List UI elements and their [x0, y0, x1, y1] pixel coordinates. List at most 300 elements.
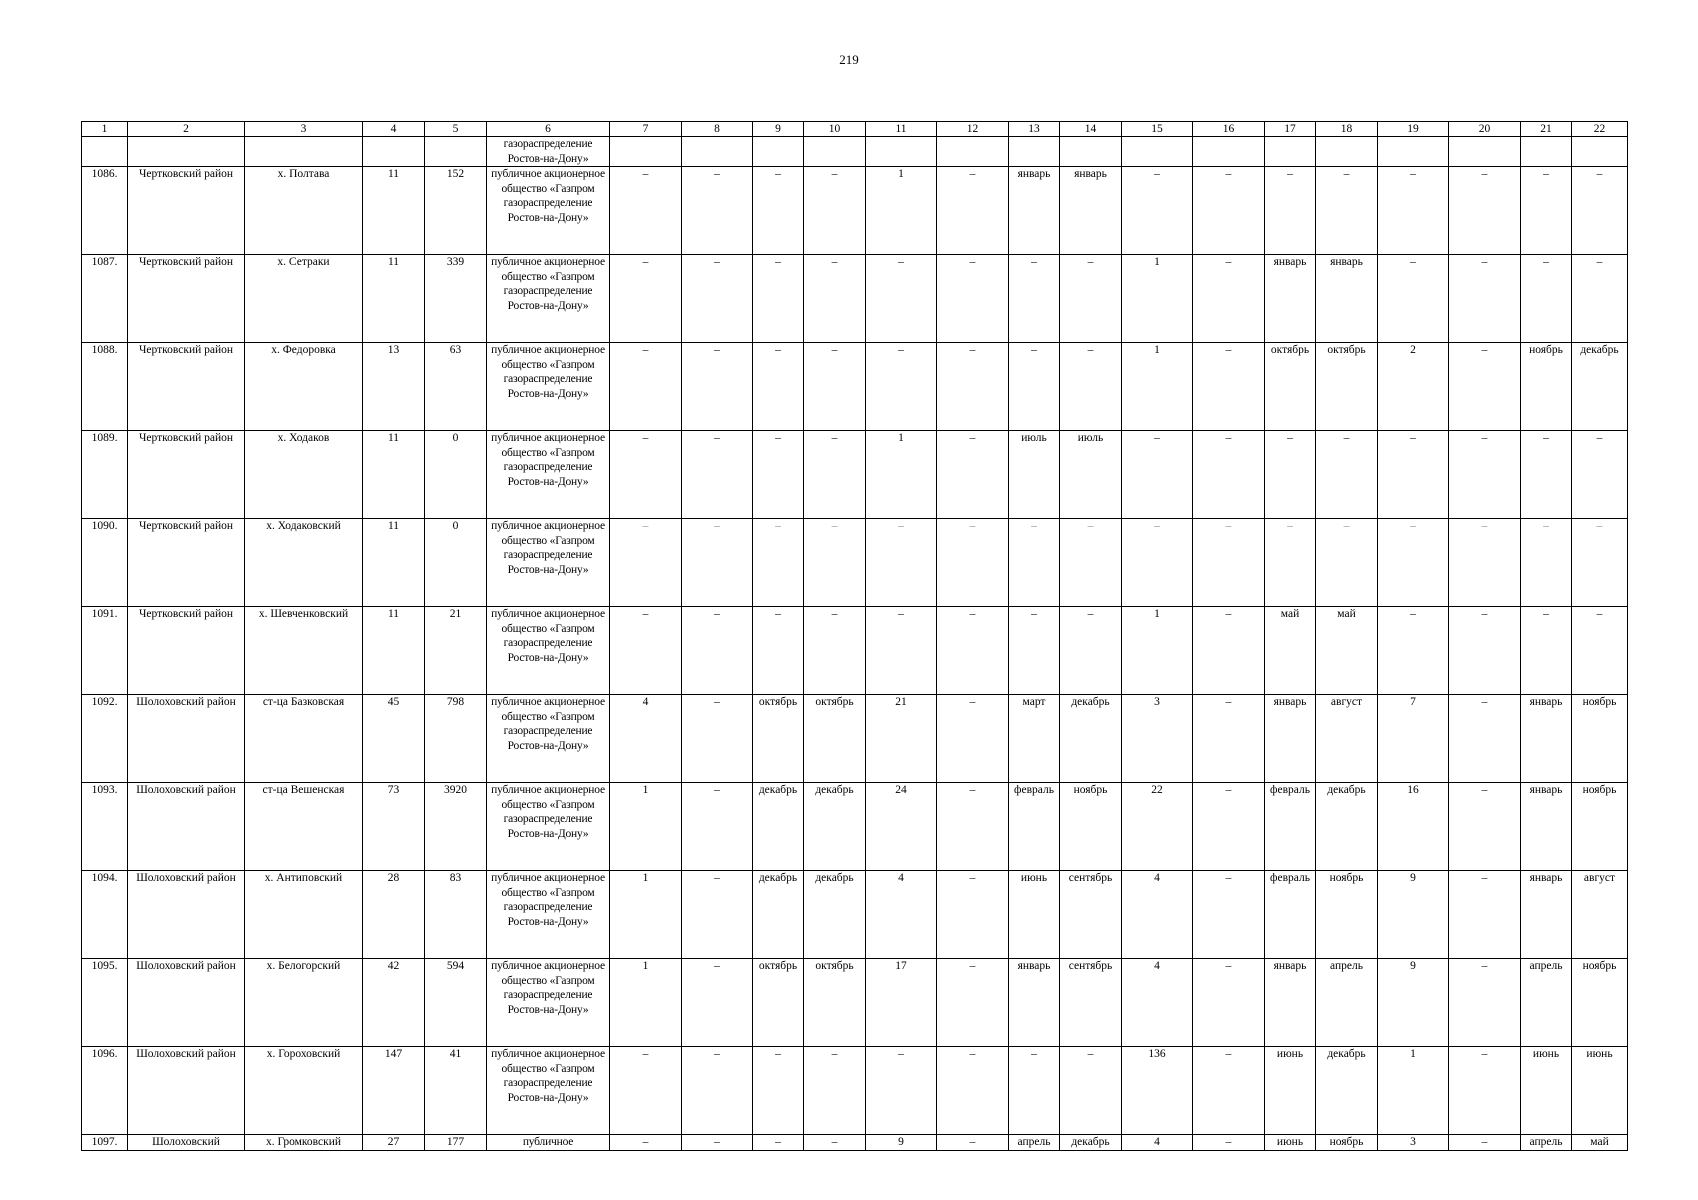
cell-col-18: [1316, 137, 1378, 167]
cell-col-4: 147: [363, 1047, 425, 1135]
table-row: [82, 255, 1628, 343]
cell-col-16: –: [1193, 871, 1265, 959]
cell-col-12: –: [937, 1047, 1009, 1135]
cell-col-18: апрель: [1316, 959, 1378, 1047]
column-header-19: 19: [1378, 122, 1449, 137]
cell-col-2: Шолоховский район: [128, 1047, 245, 1135]
cell-col-21: апрель: [1521, 1135, 1572, 1151]
cell-col-7: 1: [610, 959, 682, 1047]
cell-col-1: 1089.: [82, 431, 128, 519]
table-row: [82, 137, 1628, 167]
cell-col-9: –: [753, 1135, 804, 1151]
cell-col-18: ноябрь: [1316, 871, 1378, 959]
cell-col-14: –: [1060, 519, 1122, 607]
cell-col-10: декабрь: [804, 783, 866, 871]
cell-col-17: июнь: [1265, 1135, 1316, 1151]
cell-col-22: август: [1572, 871, 1628, 959]
cell-col-5: 594: [425, 959, 487, 1047]
cell-col-15: 22: [1122, 783, 1193, 871]
column-header-2: 2: [128, 122, 245, 137]
cell-col-1: 1094.: [82, 871, 128, 959]
cell-col-15: 4: [1122, 959, 1193, 1047]
cell-col-20: –: [1449, 959, 1521, 1047]
cell-col-1: 1091.: [82, 607, 128, 695]
cell-col-9: –: [753, 519, 804, 607]
cell-col-17: –: [1265, 519, 1316, 607]
cell-col-10: –: [804, 431, 866, 519]
cell-col-19: 1: [1378, 1047, 1449, 1135]
cell-col-20: –: [1449, 255, 1521, 343]
cell-col-15: 1: [1122, 607, 1193, 695]
cell-col-19: –: [1378, 607, 1449, 695]
cell-col-15: –: [1122, 519, 1193, 607]
column-header-22: 22: [1572, 122, 1628, 137]
cell-col-10: декабрь: [804, 871, 866, 959]
cell-col-19: 9: [1378, 959, 1449, 1047]
cell-col-9: [753, 137, 804, 167]
cell-col-20: –: [1449, 167, 1521, 255]
cell-col-3: х. Белогорский: [245, 959, 363, 1047]
table-row: [82, 695, 1628, 783]
cell-col-21: –: [1521, 519, 1572, 607]
cell-col-18: август: [1316, 695, 1378, 783]
cell-col-22: –: [1572, 255, 1628, 343]
cell-col-6: публичное акционерное общество «Газпром газораспределение Ростов-на-Дону»: [487, 167, 610, 255]
cell-col-20: –: [1449, 695, 1521, 783]
cell-col-10: [804, 137, 866, 167]
column-header-21: 21: [1521, 122, 1572, 137]
cell-col-14: [1060, 137, 1122, 167]
cell-col-10: –: [804, 1047, 866, 1135]
cell-col-9: декабрь: [753, 871, 804, 959]
cell-col-11: –: [866, 607, 937, 695]
cell-col-22: –: [1572, 519, 1628, 607]
cell-col-6: публичное акционерное общество «Газпром газораспределение Ростов-на-Дону»: [487, 783, 610, 871]
cell-col-2: Шолоховский район: [128, 695, 245, 783]
column-header-14: 14: [1060, 122, 1122, 137]
cell-col-11: 1: [866, 167, 937, 255]
cell-col-6: газораспределение Ростов-на-Дону»: [487, 137, 610, 167]
cell-col-2: [128, 137, 245, 167]
table-row: [82, 519, 1628, 607]
cell-col-1: 1093.: [82, 783, 128, 871]
cell-col-14: –: [1060, 1047, 1122, 1135]
cell-col-22: июнь: [1572, 1047, 1628, 1135]
cell-col-15: [1122, 137, 1193, 167]
cell-col-15: 1: [1122, 343, 1193, 431]
cell-col-9: –: [753, 431, 804, 519]
column-header-13: 13: [1009, 122, 1060, 137]
cell-col-12: –: [937, 519, 1009, 607]
cell-col-14: январь: [1060, 167, 1122, 255]
cell-col-21: апрель: [1521, 959, 1572, 1047]
cell-col-10: октябрь: [804, 959, 866, 1047]
table-row: [82, 1047, 1628, 1135]
cell-col-3: ст-ца Вешенская: [245, 783, 363, 871]
cell-col-18: январь: [1316, 255, 1378, 343]
cell-col-5: 339: [425, 255, 487, 343]
table-row: [82, 343, 1628, 431]
cell-col-8: –: [682, 255, 753, 343]
column-header-10: 10: [804, 122, 866, 137]
cell-col-13: февраль: [1009, 783, 1060, 871]
cell-col-15: 1: [1122, 255, 1193, 343]
cell-col-2: Чертковский район: [128, 167, 245, 255]
column-header-15: 15: [1122, 122, 1193, 137]
cell-col-12: [937, 137, 1009, 167]
column-header-7: 7: [610, 122, 682, 137]
cell-col-12: –: [937, 343, 1009, 431]
cell-col-5: 41: [425, 1047, 487, 1135]
cell-col-6: публичное акционерное общество «Газпром газораспределение Ростов-на-Дону»: [487, 695, 610, 783]
cell-col-7: [610, 137, 682, 167]
cell-col-21: –: [1521, 607, 1572, 695]
cell-col-16: –: [1193, 1135, 1265, 1151]
cell-col-8: –: [682, 167, 753, 255]
table-row: [82, 871, 1628, 959]
cell-col-21: –: [1521, 255, 1572, 343]
cell-col-10: –: [804, 519, 866, 607]
table-row: [82, 167, 1628, 255]
cell-col-12: –: [937, 167, 1009, 255]
cell-col-9: –: [753, 1047, 804, 1135]
cell-col-22: ноябрь: [1572, 783, 1628, 871]
cell-col-7: 1: [610, 871, 682, 959]
cell-col-14: июль: [1060, 431, 1122, 519]
cell-col-13: –: [1009, 519, 1060, 607]
cell-col-17: февраль: [1265, 783, 1316, 871]
table-row: [82, 607, 1628, 695]
cell-col-7: –: [610, 519, 682, 607]
cell-col-1: 1090.: [82, 519, 128, 607]
cell-col-17: –: [1265, 167, 1316, 255]
cell-col-16: –: [1193, 1047, 1265, 1135]
cell-col-14: ноябрь: [1060, 783, 1122, 871]
cell-col-9: –: [753, 167, 804, 255]
cell-col-19: [1378, 137, 1449, 167]
cell-col-21: ноябрь: [1521, 343, 1572, 431]
cell-col-7: 4: [610, 695, 682, 783]
cell-col-17: февраль: [1265, 871, 1316, 959]
cell-col-6: публичное акционерное общество «Газпром газораспределение Ростов-на-Дону»: [487, 255, 610, 343]
cell-col-4: 11: [363, 519, 425, 607]
cell-col-11: –: [866, 519, 937, 607]
cell-col-4: 73: [363, 783, 425, 871]
cell-col-18: декабрь: [1316, 1047, 1378, 1135]
cell-col-6: публичное акционерное общество «Газпром газораспределение Ростов-на-Дону»: [487, 871, 610, 959]
cell-col-21: июнь: [1521, 1047, 1572, 1135]
cell-col-17: январь: [1265, 255, 1316, 343]
cell-col-20: –: [1449, 1135, 1521, 1151]
cell-col-4: [363, 137, 425, 167]
cell-col-6: публичное акционерное общество «Газпром газораспределение Ростов-на-Дону»: [487, 607, 610, 695]
cell-col-8: –: [682, 607, 753, 695]
cell-col-3: х. Ходаков: [245, 431, 363, 519]
cell-col-19: –: [1378, 431, 1449, 519]
cell-col-11: 4: [866, 871, 937, 959]
cell-col-8: –: [682, 431, 753, 519]
cell-col-4: 27: [363, 1135, 425, 1151]
cell-col-21: –: [1521, 167, 1572, 255]
cell-col-7: –: [610, 255, 682, 343]
cell-col-3: ст-ца Базковская: [245, 695, 363, 783]
cell-col-14: –: [1060, 607, 1122, 695]
cell-col-5: 177: [425, 1135, 487, 1151]
cell-col-22: ноябрь: [1572, 959, 1628, 1047]
column-header-20: 20: [1449, 122, 1521, 137]
cell-col-1: 1086.: [82, 167, 128, 255]
cell-col-12: –: [937, 607, 1009, 695]
cell-col-17: июнь: [1265, 1047, 1316, 1135]
cell-col-13: –: [1009, 1047, 1060, 1135]
cell-col-10: –: [804, 167, 866, 255]
cell-col-3: х. Громковский: [245, 1135, 363, 1151]
cell-col-20: [1449, 137, 1521, 167]
column-header-18: 18: [1316, 122, 1378, 137]
page-number: 219: [839, 52, 859, 67]
cell-col-21: январь: [1521, 695, 1572, 783]
cell-col-22: –: [1572, 167, 1628, 255]
cell-col-1: 1096.: [82, 1047, 128, 1135]
cell-col-15: 136: [1122, 1047, 1193, 1135]
cell-col-16: –: [1193, 959, 1265, 1047]
table-row: [82, 783, 1628, 871]
cell-col-17: октябрь: [1265, 343, 1316, 431]
cell-col-1: 1087.: [82, 255, 128, 343]
cell-col-20: –: [1449, 607, 1521, 695]
cell-col-2: Чертковский район: [128, 255, 245, 343]
data-table: [81, 121, 1628, 1151]
cell-col-20: –: [1449, 783, 1521, 871]
cell-col-4: 13: [363, 343, 425, 431]
cell-col-12: –: [937, 695, 1009, 783]
cell-col-2: Чертковский район: [128, 431, 245, 519]
cell-col-15: 3: [1122, 695, 1193, 783]
cell-col-19: 16: [1378, 783, 1449, 871]
cell-col-7: –: [610, 431, 682, 519]
cell-col-17: январь: [1265, 695, 1316, 783]
column-header-4: 4: [363, 122, 425, 137]
cell-col-16: –: [1193, 607, 1265, 695]
cell-col-11: 17: [866, 959, 937, 1047]
cell-col-9: октябрь: [753, 695, 804, 783]
cell-col-8: –: [682, 1047, 753, 1135]
cell-col-17: [1265, 137, 1316, 167]
cell-col-18: –: [1316, 519, 1378, 607]
table-row: [82, 431, 1628, 519]
cell-col-13: январь: [1009, 167, 1060, 255]
cell-col-4: 28: [363, 871, 425, 959]
cell-col-18: декабрь: [1316, 783, 1378, 871]
cell-col-14: –: [1060, 343, 1122, 431]
cell-col-4: 42: [363, 959, 425, 1047]
cell-col-1: 1095.: [82, 959, 128, 1047]
cell-col-12: –: [937, 959, 1009, 1047]
table-row: [82, 1135, 1628, 1151]
cell-col-8: –: [682, 783, 753, 871]
column-header-6: 6: [487, 122, 610, 137]
cell-col-21: –: [1521, 431, 1572, 519]
cell-col-1: [82, 137, 128, 167]
cell-col-9: –: [753, 343, 804, 431]
cell-col-7: –: [610, 1135, 682, 1151]
cell-col-17: май: [1265, 607, 1316, 695]
cell-col-2: Шолоховский район: [128, 871, 245, 959]
cell-col-15: –: [1122, 431, 1193, 519]
header-row: [82, 122, 1628, 137]
cell-col-4: 11: [363, 431, 425, 519]
cell-col-20: –: [1449, 519, 1521, 607]
column-header-3: 3: [245, 122, 363, 137]
cell-col-4: 11: [363, 167, 425, 255]
cell-col-1: 1097.: [82, 1135, 128, 1151]
cell-col-11: –: [866, 343, 937, 431]
cell-col-5: 0: [425, 431, 487, 519]
cell-col-5: 21: [425, 607, 487, 695]
cell-col-18: октябрь: [1316, 343, 1378, 431]
cell-col-8: –: [682, 519, 753, 607]
cell-col-3: х. Федоровка: [245, 343, 363, 431]
cell-col-16: –: [1193, 343, 1265, 431]
cell-col-19: 7: [1378, 695, 1449, 783]
cell-col-17: январь: [1265, 959, 1316, 1047]
cell-col-16: –: [1193, 167, 1265, 255]
cell-col-12: –: [937, 783, 1009, 871]
cell-col-19: 9: [1378, 871, 1449, 959]
cell-col-13: июль: [1009, 431, 1060, 519]
cell-col-6: публичное акционерное общество «Газпром газораспределение Ростов-на-Дону»: [487, 519, 610, 607]
cell-col-4: 11: [363, 255, 425, 343]
cell-col-14: –: [1060, 255, 1122, 343]
cell-col-9: –: [753, 607, 804, 695]
cell-col-8: –: [682, 1135, 753, 1151]
cell-col-14: сентябрь: [1060, 959, 1122, 1047]
cell-col-16: –: [1193, 783, 1265, 871]
cell-col-18: май: [1316, 607, 1378, 695]
cell-col-18: –: [1316, 167, 1378, 255]
cell-col-19: –: [1378, 255, 1449, 343]
cell-col-2: Шолоховский район: [128, 959, 245, 1047]
cell-col-8: –: [682, 343, 753, 431]
cell-col-12: –: [937, 1135, 1009, 1151]
cell-col-20: –: [1449, 431, 1521, 519]
cell-col-1: 1092.: [82, 695, 128, 783]
cell-col-22: –: [1572, 607, 1628, 695]
cell-col-4: 45: [363, 695, 425, 783]
cell-col-19: 3: [1378, 1135, 1449, 1151]
cell-col-16: –: [1193, 431, 1265, 519]
cell-col-14: сентябрь: [1060, 871, 1122, 959]
cell-col-15: 4: [1122, 1135, 1193, 1151]
cell-col-20: –: [1449, 871, 1521, 959]
cell-col-3: х. Ходаковский: [245, 519, 363, 607]
cell-col-10: –: [804, 343, 866, 431]
cell-col-11: [866, 137, 937, 167]
cell-col-21: январь: [1521, 871, 1572, 959]
cell-col-17: –: [1265, 431, 1316, 519]
cell-col-12: –: [937, 255, 1009, 343]
cell-col-2: Чертковский район: [128, 343, 245, 431]
cell-col-7: –: [610, 607, 682, 695]
cell-col-22: декабрь: [1572, 343, 1628, 431]
cell-col-11: –: [866, 1047, 937, 1135]
cell-col-22: ноябрь: [1572, 695, 1628, 783]
cell-col-16: –: [1193, 695, 1265, 783]
cell-col-15: –: [1122, 167, 1193, 255]
column-header-12: 12: [937, 122, 1009, 137]
cell-col-8: –: [682, 871, 753, 959]
cell-col-5: 83: [425, 871, 487, 959]
cell-col-6: публичное акционерное общество «Газпром газораспределение Ростов-на-Дону»: [487, 959, 610, 1047]
cell-col-5: [425, 137, 487, 167]
cell-col-5: 0: [425, 519, 487, 607]
table-row: [82, 959, 1628, 1047]
cell-col-16: –: [1193, 519, 1265, 607]
cell-col-11: 24: [866, 783, 937, 871]
cell-col-8: [682, 137, 753, 167]
cell-col-4: 11: [363, 607, 425, 695]
column-header-11: 11: [866, 122, 937, 137]
cell-col-16: [1193, 137, 1265, 167]
column-header-1: 1: [82, 122, 128, 137]
cell-col-13: –: [1009, 607, 1060, 695]
cell-col-11: –: [866, 255, 937, 343]
cell-col-13: –: [1009, 255, 1060, 343]
cell-col-21: январь: [1521, 783, 1572, 871]
cell-col-7: –: [610, 1047, 682, 1135]
cell-col-5: 798: [425, 695, 487, 783]
cell-col-6: публичное акционерное общество «Газпром газораспределение Ростов-на-Дону»: [487, 431, 610, 519]
cell-col-5: 63: [425, 343, 487, 431]
cell-col-13: июнь: [1009, 871, 1060, 959]
cell-col-12: –: [937, 431, 1009, 519]
cell-col-10: –: [804, 607, 866, 695]
cell-col-22: –: [1572, 431, 1628, 519]
cell-col-15: 4: [1122, 871, 1193, 959]
cell-col-14: декабрь: [1060, 695, 1122, 783]
cell-col-22: [1572, 137, 1628, 167]
cell-col-11: 9: [866, 1135, 937, 1151]
cell-col-6: публичное акционерное общество «Газпром газораспределение Ростов-на-Дону»: [487, 343, 610, 431]
cell-col-13: апрель: [1009, 1135, 1060, 1151]
cell-col-9: –: [753, 255, 804, 343]
column-header-5: 5: [425, 122, 487, 137]
cell-col-6: публичное акционерное общество «Газпром газораспределение Ростов-на-Дону»: [487, 1047, 610, 1135]
cell-col-12: –: [937, 871, 1009, 959]
cell-col-19: –: [1378, 519, 1449, 607]
cell-col-6: публичное: [487, 1135, 610, 1151]
cell-col-1: 1088.: [82, 343, 128, 431]
cell-col-2: Шолоховский район: [128, 783, 245, 871]
cell-col-5: 152: [425, 167, 487, 255]
cell-col-11: 1: [866, 431, 937, 519]
cell-col-22: май: [1572, 1135, 1628, 1151]
cell-col-9: декабрь: [753, 783, 804, 871]
cell-col-3: х. Антиповский: [245, 871, 363, 959]
cell-col-20: –: [1449, 343, 1521, 431]
cell-col-2: Шолоховский: [128, 1135, 245, 1151]
cell-col-10: октябрь: [804, 695, 866, 783]
column-header-17: 17: [1265, 122, 1316, 137]
cell-col-7: 1: [610, 783, 682, 871]
cell-col-20: –: [1449, 1047, 1521, 1135]
column-header-16: 16: [1193, 122, 1265, 137]
cell-col-3: х. Шевченковский: [245, 607, 363, 695]
cell-col-7: –: [610, 167, 682, 255]
cell-col-5: 3920: [425, 783, 487, 871]
cell-col-18: ноябрь: [1316, 1135, 1378, 1151]
cell-col-3: [245, 137, 363, 167]
